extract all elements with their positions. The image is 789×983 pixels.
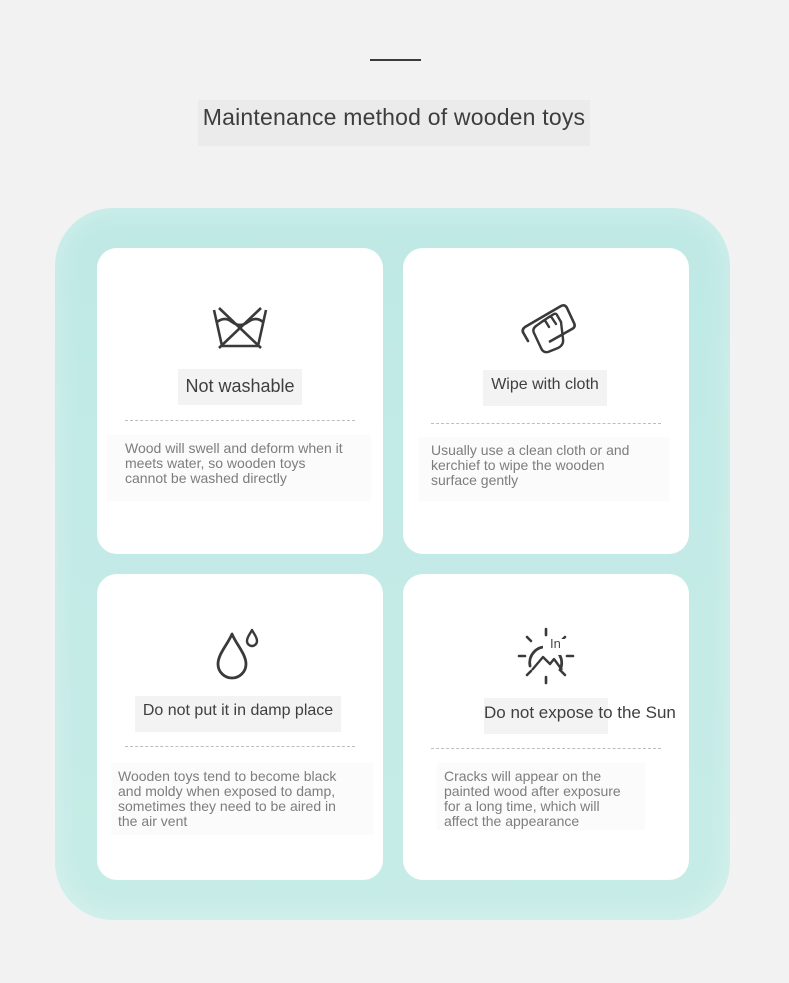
page-title: Maintenance method of wooden toys [202, 104, 586, 130]
description-line: for a long time, which will [444, 798, 600, 814]
description-line: meets water, so wooden toys [125, 455, 306, 471]
description-line: Wood will swell and deform when it [125, 440, 343, 456]
care-card-wipe-with-cloth [403, 248, 689, 554]
hand-wipe-cloth-icon [516, 300, 576, 360]
care-card-no-sun [403, 574, 689, 880]
card-heading: Do not expose to the Sun [484, 703, 676, 722]
card-heading-box [484, 698, 676, 734]
description-line: and moldy when exposed to damp, [118, 783, 336, 799]
dashed-divider [431, 748, 661, 749]
sun-icon [516, 626, 576, 686]
description-line: Wooden toys tend to become black [118, 768, 337, 784]
no-wash-icon [210, 300, 270, 360]
card-heading: Wipe with cloth [491, 376, 599, 393]
card-description-box [107, 435, 371, 501]
card-description-box [419, 437, 669, 501]
dashed-divider [125, 746, 355, 747]
card-description-box [111, 763, 373, 835]
card-heading-box [483, 370, 607, 406]
description-line: painted wood after exposure [444, 783, 621, 799]
description-line: surface gently [431, 472, 519, 488]
card-heading: Not washable [185, 376, 295, 396]
description-line: Cracks will appear on the [444, 768, 602, 784]
card-description [431, 443, 629, 488]
title-banner [198, 100, 590, 146]
dashed-divider [431, 423, 661, 424]
sun-icon-label: In [550, 636, 561, 651]
description-line: the air vent [118, 813, 188, 829]
description-line: Usually use a clean cloth or and [431, 442, 630, 458]
description-line: affect the appearance [444, 813, 580, 829]
water-drop-icon [210, 626, 270, 686]
card-description [125, 441, 343, 486]
top-divider [370, 59, 421, 61]
care-card-damp-place [97, 574, 383, 880]
card-description [444, 769, 621, 829]
care-card-not-washable [97, 248, 383, 554]
card-heading-box [135, 696, 341, 732]
card-heading-box [178, 369, 302, 405]
description-line: cannot be washed directly [125, 470, 287, 486]
description-line: kerchief to wipe the wooden [431, 457, 605, 473]
card-heading: Do not put it in damp place [142, 702, 334, 719]
description-line: sometimes they need to be aired in [118, 798, 336, 814]
card-description [118, 769, 336, 829]
card-description-box [437, 763, 645, 830]
dashed-divider [125, 420, 355, 421]
